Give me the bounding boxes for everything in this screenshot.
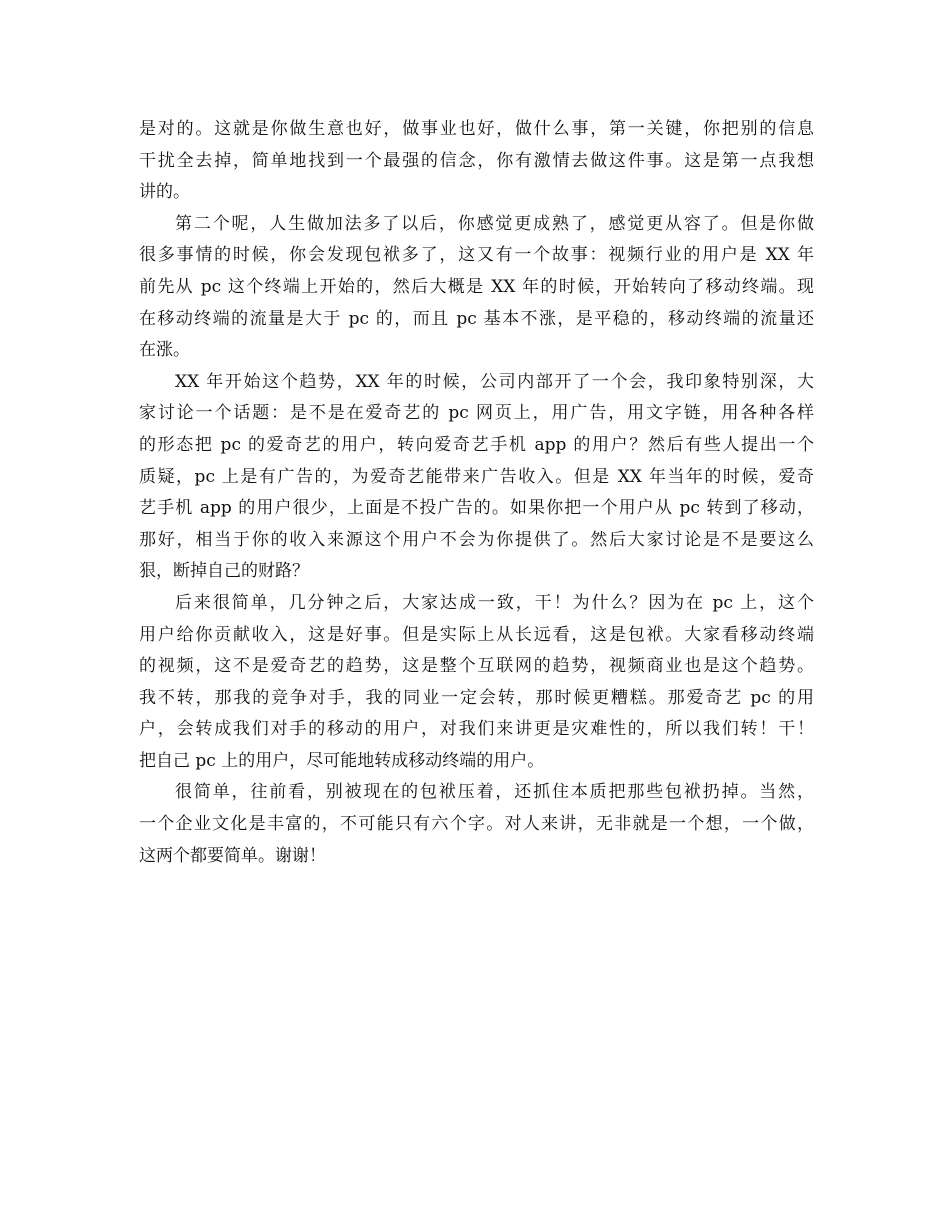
- text-line: 这两个都要简单。谢谢！: [139, 845, 326, 866]
- text-line: 第二个呢，人生做加法多了以后，你感觉更成熟了，感觉更从容了。但是你做: [175, 213, 814, 234]
- text-line: 狠，断掉自己的财路？: [139, 561, 309, 582]
- text-line: 在涨。: [139, 340, 190, 361]
- text-line: 的视频，这不是爱奇艺的趋势，这是整个互联网的趋势，视频商业也是这个趋势。: [139, 656, 814, 677]
- text-line: 艺手机 app 的用户很少，上面是不投广告的。如果你把一个用户从 pc 转到了移动，: [139, 498, 814, 519]
- text-line: 前先从 pc 这个终端上开始的，然后大概是 XX 年的时候，开始转向了移动终端。现: [139, 276, 814, 297]
- text-line: XX 年开始这个趋势，XX 年的时候，公司内部开了一个会，我印象特别深，大: [175, 371, 814, 392]
- text-line: 户，会转成我们对手的移动的用户，对我们来讲更是灾难性的，所以我们转！干！: [139, 719, 814, 740]
- text-line: 很多事情的时候，你会发现包袱多了，这又有一个故事：视频行业的用户是 XX 年: [139, 245, 814, 266]
- text-line: 在移动终端的流量是大于 pc 的，而且 pc 基本不涨，是平稳的，移动终端的流量还: [139, 308, 814, 329]
- text-line: 把自己 pc 上的用户，尽可能地转成移动终端的用户。: [139, 750, 545, 771]
- text-line: 的形态把 pc 的爱奇艺的用户，转向爱奇艺手机 app 的用户？然后有些人提出一个: [139, 434, 814, 455]
- text-line: 是对的。这就是你做生意也好，做事业也好，做什么事，第一关键，你把别的信息: [139, 119, 814, 139]
- text-line: 一个企业文化是丰富的，不可能只有六个字。对人来讲，无非就是一个想，一个做，: [139, 814, 814, 835]
- text-line: 我不转，那我的竞争对手，我的同业一定会转，那时候更糟糕。那爱奇艺 pc 的用: [139, 687, 814, 708]
- text-line: 后来很简单，几分钟之后，大家达成一致，干！为什么？因为在 pc 上，这个: [175, 592, 814, 613]
- text-line: 家讨论一个话题：是不是在爱奇艺的 pc 网页上，用广告，用文字链，用各种各样: [139, 403, 814, 424]
- text-line: 讲的。: [139, 182, 190, 203]
- text-line: 干扰全去掉，简单地找到一个最强的信念，你有激情去做这件事。这是第一点我想: [139, 150, 814, 171]
- text-line: 那好，相当于你的收入来源这个用户不会为你提供了。然后大家讨论是不是要这么: [139, 529, 814, 550]
- document-body: [139, 114, 814, 872]
- text-line: 质疑，pc 上是有广告的，为爱奇艺能带来广告收入。但是 XX 年当年的时候，爱奇: [139, 466, 814, 487]
- text-line: 很简单，往前看，别被现在的包袱压着，还抓住本质把那些包袱扔掉。当然，: [175, 782, 814, 803]
- text-line: 用户给你贡献收入，这是好事。但是实际上从长远看，这是包袱。大家看移动终端: [139, 624, 814, 645]
